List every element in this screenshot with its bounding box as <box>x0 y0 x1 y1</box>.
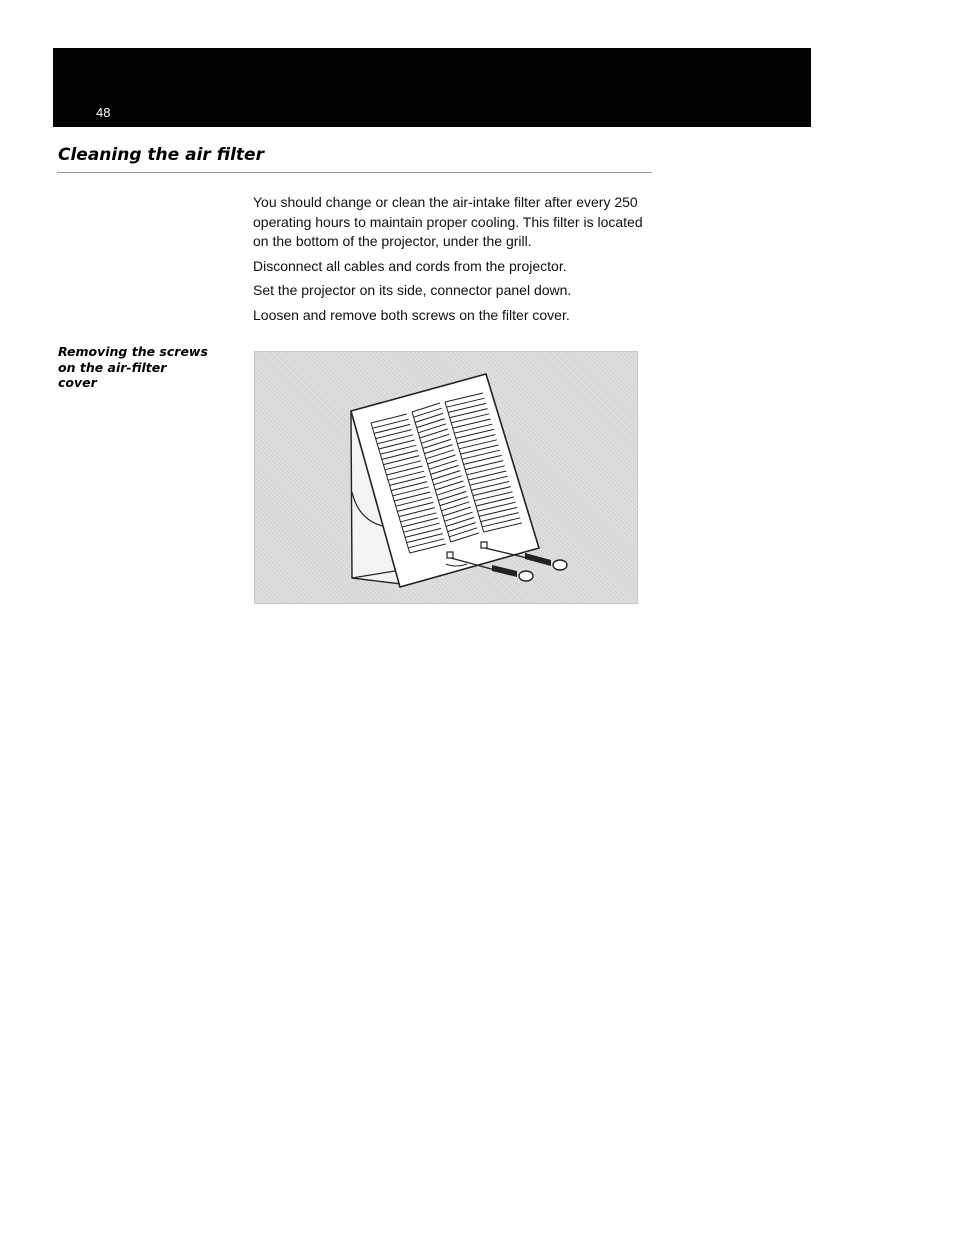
header-bar <box>53 48 811 127</box>
step-disconnect: Disconnect all cables and cords from the projector. <box>253 257 567 274</box>
step-set-on-side: Set the projector on its side, connector panel down. <box>253 282 572 298</box>
projector-on-side-filter-cover-screws-icon <box>255 352 639 605</box>
section-title: Cleaning the air filter <box>58 145 264 165</box>
step-remove-screws: Loosen and remove both screws on the filter cover. <box>253 306 570 323</box>
figure-caption: Removing the screws on the air-filter cover <box>58 344 208 390</box>
filter-cover-illustration <box>254 351 638 604</box>
page-number: 48 <box>96 105 111 120</box>
intro-paragraph: You should change or clean the air-intake filter after every 250 operating hours to maintain proper cooling. This filter is located on the bottom of the projector, under the grill. <box>253 194 643 249</box>
body-text <box>253 193 658 330</box>
title-divider <box>57 172 652 173</box>
